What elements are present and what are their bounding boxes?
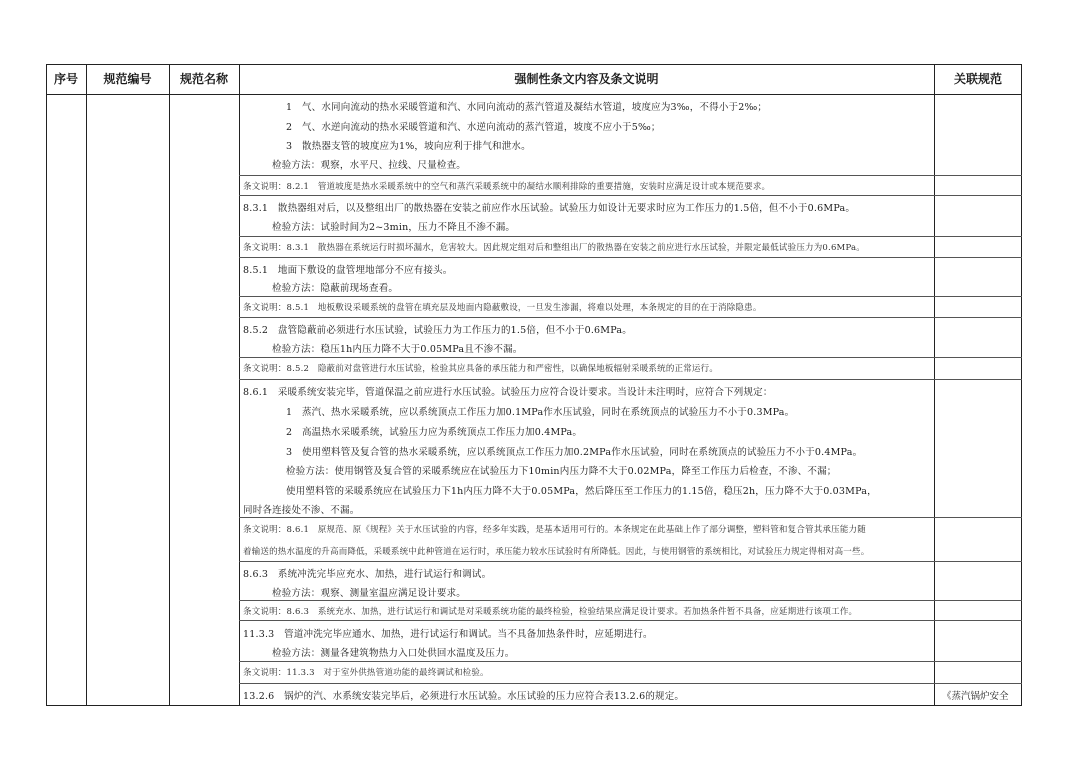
clause-note: 条文说明：8.3.1 散热器在系统运行时损坏漏水，危害较大。因此规定组对后和整组出厂的散热器在安装之前应进行水压试验，并限定最低试验压力为0.6MPa。 (243, 243, 865, 253)
clause-line: 检验方法：观察，水平尺、拉线、尺量检查。 (272, 160, 467, 171)
column-divider (239, 64, 240, 706)
clause-line: 11.3.3 管道冲洗完毕应通水、加热，进行试运行和调试。当不具备加热条件时，应延期进行。 (243, 629, 653, 640)
clause-line: 检验方法：试验时间为2~3min，压力不降且不渗不漏。 (272, 222, 516, 233)
clause-line: 3 使用塑料管及复合管的热水采暖系统，应以系统顶点工作压力加0.2MPa作水压试验，同时在系统顶点的试验压力不小于0.4MPa。 (286, 447, 863, 458)
clause-line: 1 气、水同向流动的热水采暖管道和汽、水同向流动的蒸汽管道及凝结水管道，坡度应为3‰，不得小于2‰； (286, 102, 768, 113)
clause-line: 使用塑料管的采暖系统应在试验压力下1h内压力降不大于0.05MPa，然后降压至工作压力的1.15倍，稳压2h，压力降不大于0.03MPa， (286, 486, 877, 497)
clause-line: 13.2.6 锅炉的汽、水系统安装完毕后，必须进行水压试验。水压试验的压力应符合表13.2.6的规定。 (243, 691, 685, 702)
clause-line: 2 气、水逆向流动的热水采暖管道和汽、水逆向流动的蒸汽管道，坡度不应小于5‰； (286, 122, 661, 133)
row-divider (239, 600, 1022, 601)
clause-note: 着输送的热水温度的升高而降低，采暖系统中此种管道在运行时，承压能力较水压试验时有所降低。因此，与使用钢管的系统相比，对试验压力规定得相对高一些。 (243, 547, 870, 557)
clause-line: 检验方法：观察、测量室温应满足设计要求。 (272, 588, 467, 599)
clause-note: 条文说明：8.2.1 管道坡度是热水采暖系统中的空气和蒸汽采暖系统中的凝结水顺利排除的重要措施，安装时应满足设计或本规范要求。 (243, 182, 771, 192)
related-standard: 《蒸汽锅炉安全 (942, 691, 1009, 702)
header-related: 关联规范 (953, 72, 1002, 86)
row-divider (239, 236, 1022, 237)
column-divider (169, 64, 170, 706)
clause-note: 条文说明：8.6.1 原规范、原《规程》关于水压试验的内容，经多年实践，是基本适用可行的。本条规定在此基础上作了部分调整，塑料管和复合管其承压能力随 (243, 525, 866, 535)
clause-line: 检验方法：使用钢管及复合管的采暖系统应在试验压力下10min内压力降不大于0.02MPa，降至工作压力后检查，不渗、不漏； (286, 466, 837, 477)
header-bottom-border (46, 94, 1022, 95)
clause-line: 3 散热器支管的坡度应为1%，坡向应利于排气和泄水。 (286, 141, 531, 152)
row-divider (239, 379, 1022, 380)
clause-line: 检验方法：测量各建筑物热力入口处供回水温度及压力。 (272, 648, 515, 659)
clause-line: 8.6.3 系统冲洗完毕应充水、加热，进行试运行和调试。 (243, 569, 492, 580)
clause-note: 条文说明：8.6.3 系统充水、加热，进行试运行和调试是对采暖系统功能的最终检验，检验结果应满足设计要求。若加热条件暂不具备，应延期进行该项工作。 (243, 607, 858, 617)
row-divider (239, 561, 1022, 562)
row-divider (239, 296, 1022, 297)
row-divider (239, 195, 1022, 196)
row-divider (239, 620, 1022, 621)
header-name: 规范名称 (179, 72, 228, 86)
clause-line: 检验方法：稳压1h内压力降不大于0.05MPa且不渗不漏。 (272, 344, 523, 355)
column-divider (86, 64, 87, 706)
header-content: 强制性条文内容及条文说明 (514, 72, 659, 86)
row-divider (239, 317, 1022, 318)
clause-note: 条文说明：8.5.2 隐蔽前对盘管进行水压试验，检验其应具备的承压能力和严密性，以确保地板辐射采暖系统的正常运行。 (243, 364, 719, 374)
row-divider (239, 357, 1022, 358)
clause-line: 2 高温热水采暖系统，试验压力应为系统顶点工作压力加0.4MPa。 (286, 427, 583, 438)
row-divider (239, 661, 1022, 662)
column-divider (934, 64, 935, 706)
clause-line: 8.6.1 采暖系统安装完毕，管道保温之前应进行水压试验。试验压力应符合设计要求。当设计未注明时，应符合下列规定： (243, 387, 773, 398)
row-divider (239, 683, 1022, 684)
clause-line: 8.5.2 盘管隐蔽前必须进行水压试验，试验压力为工作压力的1.5倍，但不小于0.6MPa。 (243, 325, 632, 336)
header-code: 规范编号 (103, 72, 152, 86)
clause-line: 同时各连接处不渗、不漏。 (243, 505, 360, 516)
clause-line: 8.5.1 地面下敷设的盘管埋地部分不应有接头。 (243, 265, 453, 276)
clause-note: 条文说明：11.3.3 对于室外供热管道功能的最终调试和检验。 (243, 668, 489, 678)
clause-line: 8.3.1 散热器组对后，以及整组出厂的散热器在安装之前应作水压试验。试验压力如设计无要求时应为工作压力的1.5倍，但不小于0.6MPa。 (243, 203, 856, 214)
clause-line: 1 蒸汽、热水采暖系统，应以系统顶点工作压力加0.1MPa作水压试验，同时在系统顶点的试验压力不小于0.3MPa。 (286, 407, 795, 418)
header-index: 序号 (53, 72, 78, 86)
table-top-border (46, 64, 1022, 65)
row-divider (239, 257, 1022, 258)
clause-line: 检验方法：隐蔽前现场查看。 (272, 283, 399, 294)
clause-note: 条文说明：8.5.1 地板敷设采暖系统的盘管在填充层及地面内隐蔽敷设，一旦发生渗漏，将难以处理，本条规定的目的在于消除隐患。 (243, 303, 762, 313)
row-divider (239, 517, 1022, 518)
row-divider (239, 175, 1022, 176)
